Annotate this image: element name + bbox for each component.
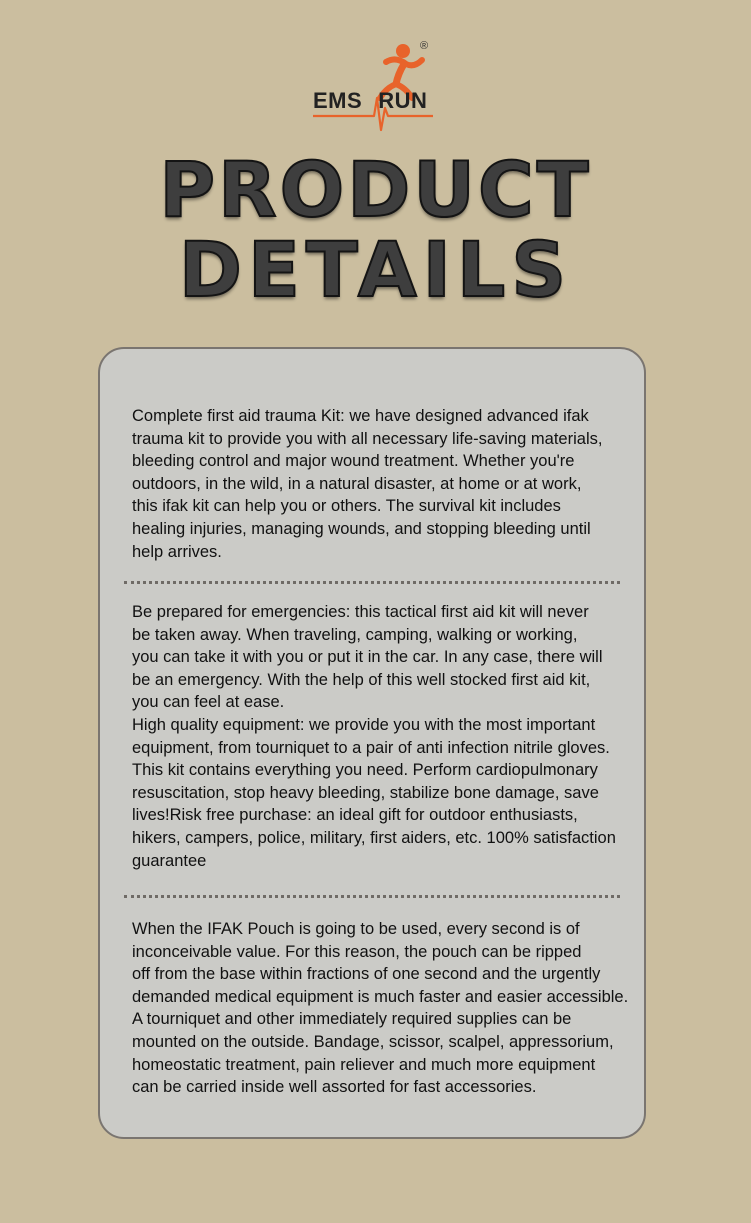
section-2-text xyxy=(132,601,616,872)
text-line: trauma kit to provide you with all necessary life-saving materials, xyxy=(132,429,603,448)
text-line: homeostatic treatment, pain reliever and much more equipment xyxy=(132,1055,596,1074)
heading-line-2: DETAILS xyxy=(178,225,573,314)
running-man-heartbeat-icon xyxy=(300,38,450,134)
text-line: resuscitation, stop heavy bleeding, stabilize bone damage, save xyxy=(132,783,599,802)
text-line: Complete first aid trauma Kit: we have designed advanced ifak xyxy=(132,407,589,425)
text-line: bleeding control and major wound treatment. Whether you're xyxy=(132,452,575,471)
text-line: guarantee xyxy=(132,851,207,870)
text-line: This kit contains everything you need. Perform cardiopulmonary xyxy=(132,761,598,780)
text-line: this ifak kit can help you or others. The survival kit includes xyxy=(132,497,561,516)
text-line: demanded medical equipment is much faster and easier accessible. xyxy=(132,987,629,1006)
text-line: help arrives. xyxy=(132,542,222,561)
details-card xyxy=(98,347,646,1139)
text-line: you can take it with you or put it in the car. In any case, there will xyxy=(132,648,603,667)
text-line: off from the base within fractions of one second and the urgently xyxy=(132,965,601,984)
dotted-divider xyxy=(124,895,620,898)
text-line: outdoors, in the wild, in a natural disaster, at home or at work, xyxy=(132,474,582,493)
brand-logo xyxy=(300,38,450,134)
heading-line-1: PRODUCT xyxy=(159,145,592,234)
text-line: Be prepared for emergencies: this tactical first aid kit will never xyxy=(132,603,589,621)
brand-name-left: EMS xyxy=(313,88,363,113)
text-line: hikers, campers, police, military, first aiders, etc. 100% satisfaction xyxy=(132,828,616,847)
text-line: inconceivable value. For this reason, the pouch can be ripped xyxy=(132,942,582,961)
section-1-text xyxy=(132,405,602,563)
text-line: mounted on the outside. Bandage, scissor, scalpel, appressorium, xyxy=(132,1032,614,1051)
registered-mark: ® xyxy=(420,40,429,52)
text-line: High quality equipment: we provide you with the most important xyxy=(132,715,596,734)
text-line: When the IFAK Pouch is going to be used, every second is of xyxy=(132,920,580,938)
text-line: A tourniquet and other immediately required supplies can be xyxy=(132,1010,572,1029)
text-line: lives!Risk free purchase: an ideal gift for outdoor enthusiasts, xyxy=(132,806,578,825)
text-line: healing injuries, managing wounds, and stopping bleeding until xyxy=(132,519,591,538)
dotted-divider xyxy=(124,581,620,584)
brand-name-right: RUN xyxy=(378,88,428,113)
text-line: can be carried inside well assorted for fast accessories. xyxy=(132,1078,537,1097)
text-line: you can feel at ease. xyxy=(132,693,285,712)
text-line: be an emergency. With the help of this well stocked first aid kit, xyxy=(132,670,591,689)
text-line: equipment, from tourniquet to a pair of anti infection nitrile gloves. xyxy=(132,738,610,757)
text-line: be taken away. When traveling, camping, walking or working, xyxy=(132,625,578,644)
section-3-text xyxy=(132,918,628,1099)
brand-name xyxy=(313,88,427,114)
